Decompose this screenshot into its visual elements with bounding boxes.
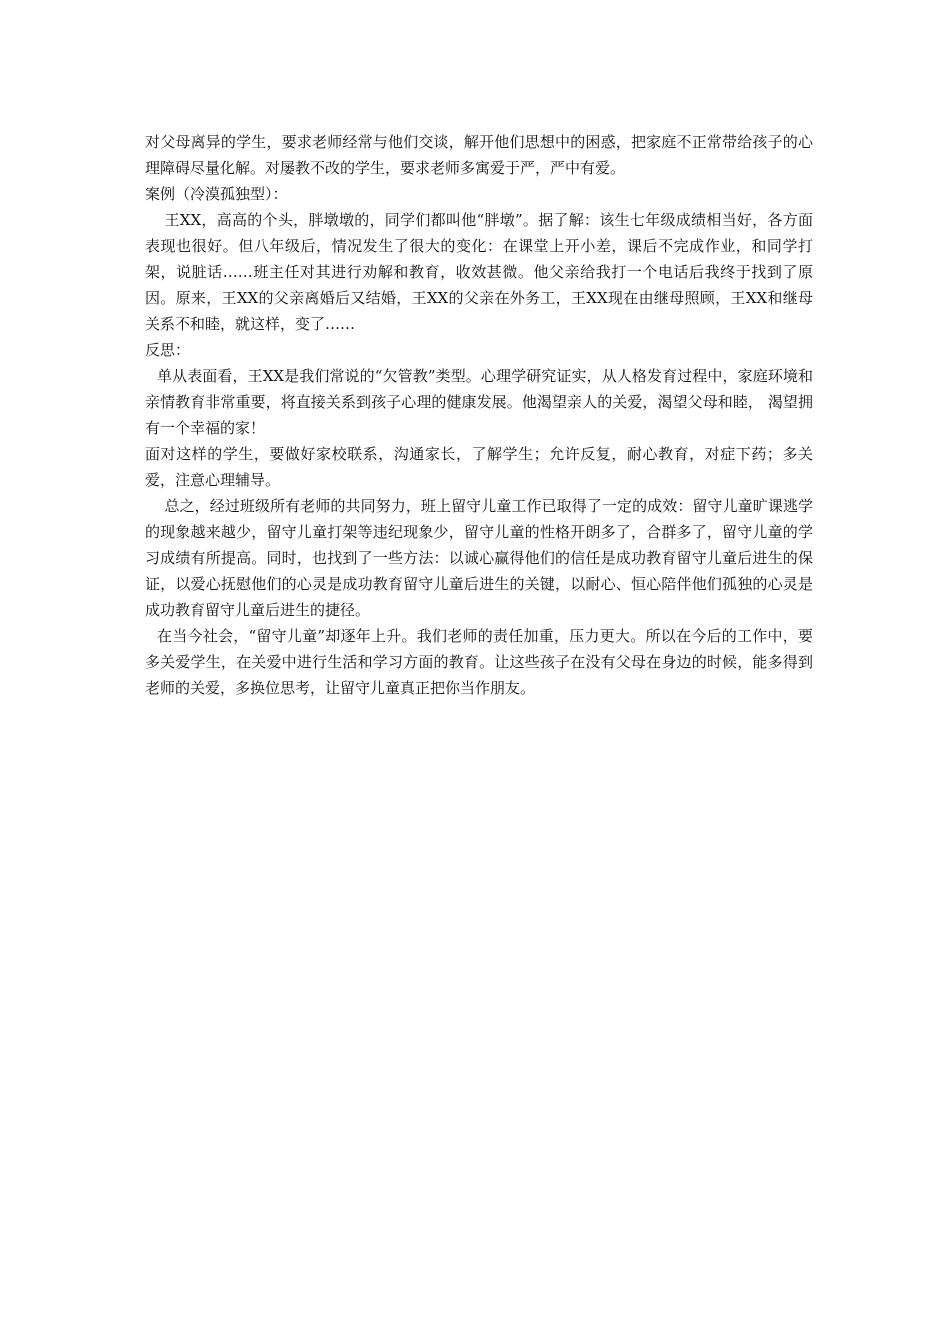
document-body	[145, 129, 813, 701]
paragraph-divorced-parents: 对父母离异的学生，要求老师经常与他们交谈，解开他们思想中的困惑，把家庭不正常带给孩子的心理障碍尽量化解。对屡教不改的学生，要求老师多寓爱于严，严中有爱。	[145, 133, 813, 177]
paragraph-summary: 总之，经过班级所有老师的共同努力，班上留守儿童工作已取得了一定的成效：留守儿童旷课逃学的现象越来越少，留守儿童打架等违纪现象少，留守儿童的性格开朗多了，合群多了，留守儿童的学习成绩有所提高。同时，也找到了一些方法：以诚心赢得他们的信任是成功教育留守儿童后进生的保证，以爱心抚慰他们的心灵是成功教育留守儿童后进生的关键，以耐心、恒心陪伴他们孤独的心灵是成功教育留守儿童后进生的捷径。	[145, 497, 813, 619]
case-heading: 案例（冷漠孤独型）：	[145, 185, 288, 203]
paragraph-reflection: 单从表面看，王XX是我们常说的“欠管教”类型。心理学研究证实，从人格发育过程中，家庭环境和亲情教育非常重要，将直接关系到孩子心理的健康发展。他渴望亲人的关爱，渴望父母和睦， 渴望拥有一个幸福的家！	[145, 367, 813, 437]
paragraph-approach: 面对这样的学生，要做好家校联系，沟通家长，了解学生；允许反复，耐心教育，对症下药；多关爱，注意心理辅导。	[145, 445, 813, 489]
reflection-heading: 反思：	[145, 341, 191, 359]
paragraph-case-study: 王XX，高高的个头，胖墩墩的，同学们都叫他“胖墩”。据了解：该生七年级成绩相当好，各方面表现也很好。但八年级后，情况发生了很大的变化：在课堂上开小差，课后不完成作业，和同学打架，说脏话……班主任对其进行劝解和教育，收效甚微。他父亲给我打一个电话后我终于找到了原因。原来，王XX的父亲离婚后又结婚，王XX的父亲在外务工，王XX现在由继母照顾，王XX和继母关系不和睦，就这样，变了……	[145, 211, 813, 333]
paragraph-conclusion: 在当今社会，“留守儿童”却逐年上升。我们老师的责任加重，压力更大。所以在今后的工作中，要多关爱学生，在关爱中进行生活和学习方面的教育。让这些孩子在没有父母在身边的时候，能多得到老师的关爱，多换位思考，让留守儿童真正把你当作朋友。	[145, 627, 813, 697]
